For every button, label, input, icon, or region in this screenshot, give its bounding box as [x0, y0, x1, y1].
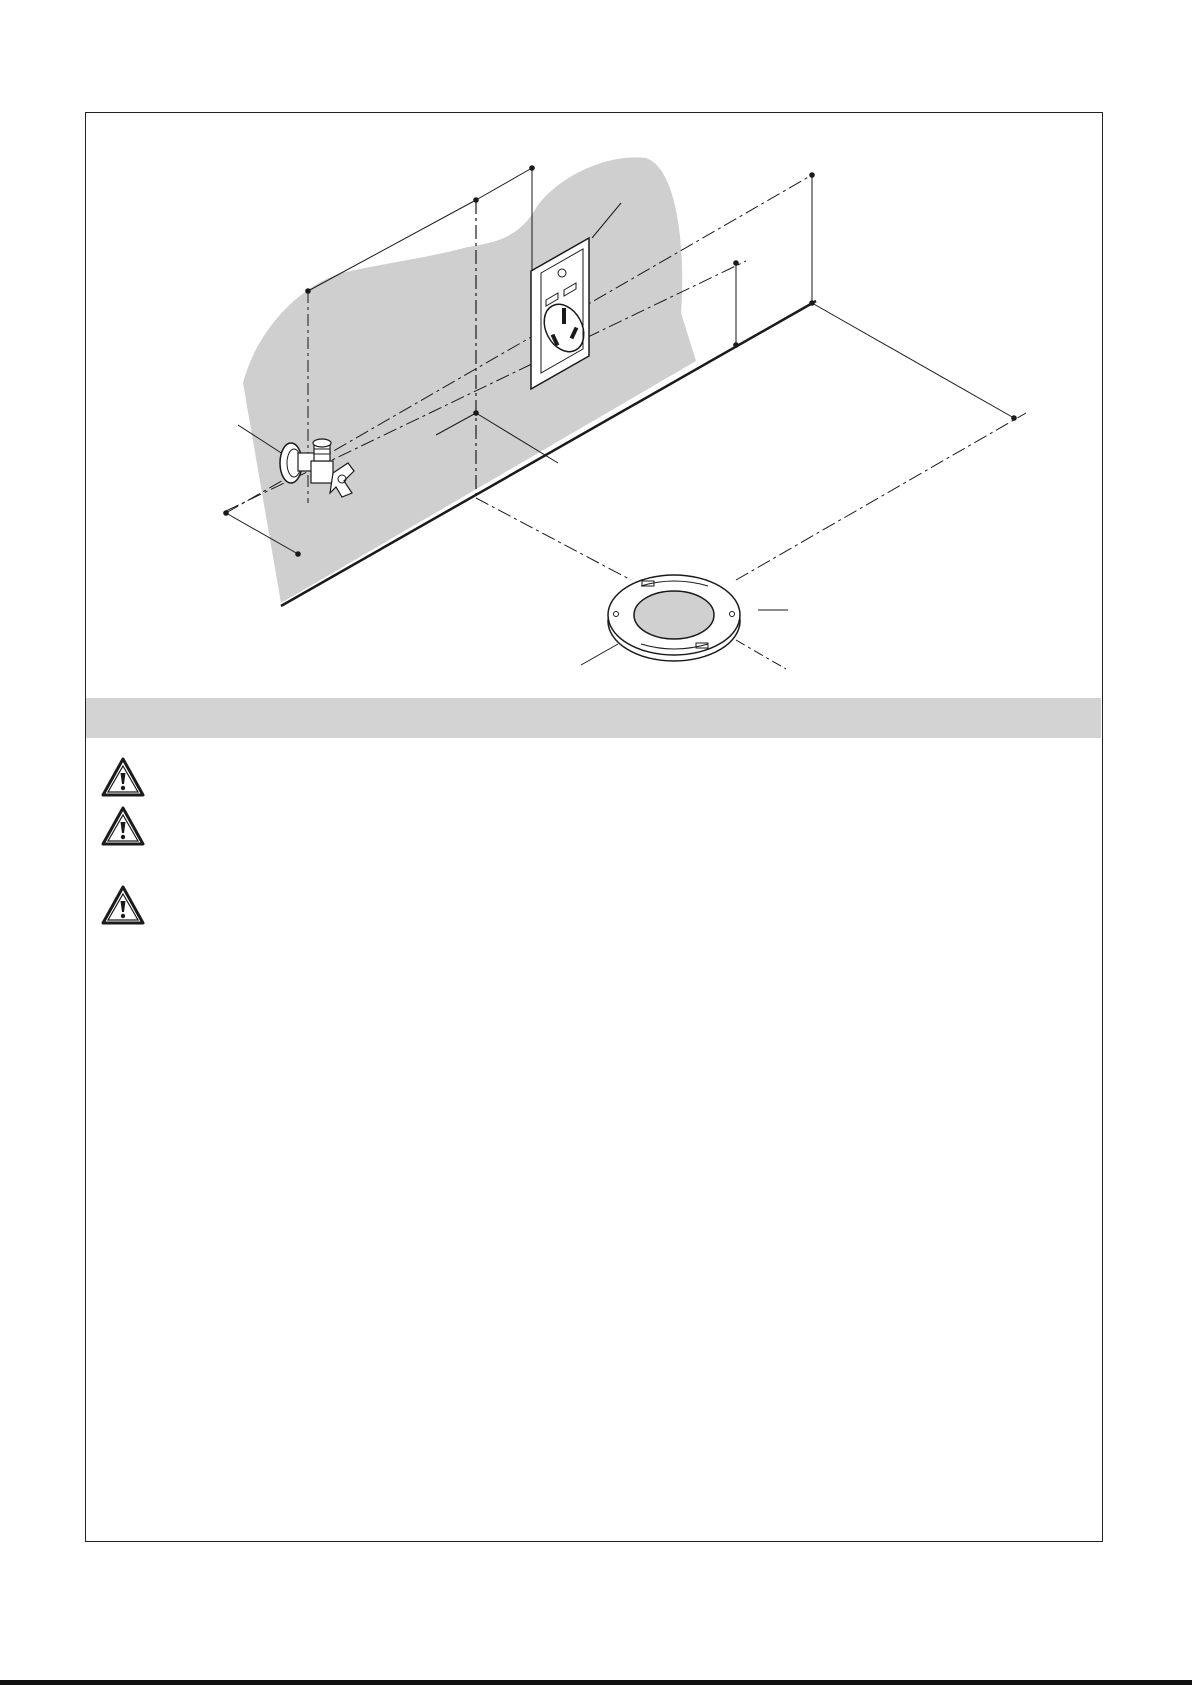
dimension-line	[812, 303, 1014, 418]
warning-triangle-icon	[100, 884, 146, 926]
page-edge	[0, 1680, 1192, 1685]
floor-flange	[608, 575, 740, 661]
centerline	[736, 413, 1026, 580]
section-header-band	[86, 698, 1101, 738]
centerline	[581, 644, 618, 665]
dimension-line	[476, 168, 532, 200]
warning-triangle-icon	[100, 756, 146, 798]
wall-surface	[243, 157, 696, 603]
document-frame	[85, 112, 1103, 1542]
centerline	[476, 498, 631, 580]
warning-triangle-icon	[100, 805, 146, 847]
centerline	[736, 640, 786, 669]
rough-in-illustration	[86, 113, 1101, 693]
